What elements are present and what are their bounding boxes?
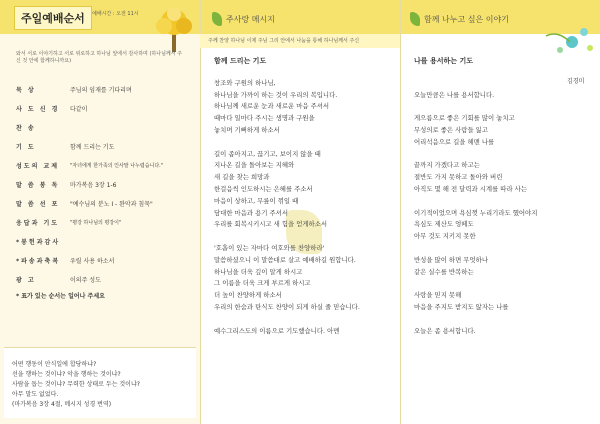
section-heading: 함께 나누고 싶은 이야기 bbox=[424, 15, 509, 24]
order-key: 광 고 bbox=[16, 277, 36, 284]
text-line bbox=[414, 149, 537, 161]
order-value: "자녀에게 한가족의 인사말 나누렵습니다." bbox=[70, 163, 164, 169]
prayer-title: 함께 드리는 기도 bbox=[214, 57, 267, 65]
section-heading: 주사랑 메시지 bbox=[226, 15, 275, 24]
text-line bbox=[414, 314, 537, 326]
text-line: 한걸음씩 인도하시는 은혜를 주소서 bbox=[214, 184, 313, 193]
order-value: 함께 드리는 기도 bbox=[70, 144, 115, 151]
quote-line: (마가복음 3장 4절, 메시지 성경 번역) bbox=[12, 401, 112, 408]
poem-title: 나를 용서하는 기도 bbox=[414, 57, 473, 65]
memo-text: 주께 찬양 하나님 이제 주님 그리 안에서 나눔을 통해 하나님께서 주신 bbox=[208, 38, 360, 44]
order-key: 말 씀 봉 독 bbox=[16, 182, 60, 189]
order-list bbox=[16, 80, 196, 300]
quote-line: 어떤 행동이 안식일에 합당하냐? bbox=[12, 361, 97, 368]
text-line: 욕심도 제산도 엉떼도 bbox=[414, 220, 474, 229]
text-line: 더 높이 찬양하게 하소서 bbox=[214, 291, 282, 300]
text-line: 무성의로 좋은 사람들 잃고 bbox=[414, 125, 489, 134]
text-line: 지나온 길을 돌아보는 지혜와 bbox=[214, 161, 295, 170]
text-line bbox=[414, 196, 537, 208]
text-line: 길이 좁아지고, 끊기고, 보이지 않을 때 bbox=[214, 149, 321, 158]
text-line bbox=[214, 137, 360, 149]
text-line: 하나님께 새로운 눈과 새로운 마음 주셔서 bbox=[214, 102, 330, 111]
order-value: 다같이 bbox=[70, 106, 88, 113]
text-line: 말씀하셨으니 이 말씀대로 살고 예배하길 원합니다. bbox=[214, 255, 356, 264]
text-line bbox=[414, 78, 537, 90]
text-line: 예수그리스도의 이름으로 기도했습니다. 아멘 bbox=[214, 326, 340, 335]
order-value: 우릴 사용 하소서 bbox=[70, 258, 115, 265]
text-line: 반성을 많이 하면 무엇하나 bbox=[414, 255, 489, 264]
order-key: 응답과 기도 bbox=[16, 220, 60, 227]
order-note: * 표가 있는 순서는 일어나 주세요 bbox=[16, 293, 105, 300]
text-line bbox=[214, 231, 360, 243]
order-key: *봉헌과감사 bbox=[16, 239, 61, 246]
scripture-quote bbox=[4, 347, 196, 418]
text-line: 놓치며 기뻐하게 하소서 bbox=[214, 125, 280, 134]
text-line bbox=[214, 314, 360, 326]
service-time: 예배시간 : 오전 11시 bbox=[92, 11, 139, 17]
order-key: *파송과축복 bbox=[16, 258, 61, 265]
order-key: 말 씀 선 포 bbox=[16, 201, 60, 208]
text-line: 하나님을 더욱 깊이 알게 하시고 bbox=[214, 267, 303, 276]
order-row bbox=[16, 99, 196, 118]
poem-author: 김경미 bbox=[567, 78, 585, 85]
text-line: 우리의 한숨과 탄식도 찬양이 되게 하실 줄 믿습니다. bbox=[214, 302, 360, 311]
text-line bbox=[414, 101, 537, 113]
text-line: 같은 실수를 반복하는 bbox=[414, 267, 474, 276]
order-value: 마가복음 3장 1-6 bbox=[70, 182, 117, 189]
text-line: 게으름으로 좋은 기회를 많이 놓치고 bbox=[414, 114, 515, 123]
text-line: 하나님을 가까이 하는 것이 우리의 복입니다. bbox=[214, 90, 338, 99]
text-line: 마음을 주지도 받지도 않자는 나를 bbox=[414, 302, 509, 311]
order-row bbox=[16, 156, 196, 175]
quote-line: 아무 말도 없었다. bbox=[12, 391, 59, 398]
order-row bbox=[16, 137, 196, 156]
text-line: 끝까지 가겠다고 하고는 bbox=[414, 161, 480, 170]
text-line: 절반도 가지 못하고 돌아와 버린 bbox=[414, 173, 503, 182]
worship-order-panel bbox=[0, 0, 200, 424]
poem-text bbox=[414, 56, 537, 337]
order-row bbox=[16, 80, 196, 99]
text-line: 오늘만큼은 나를 용서합니다. bbox=[414, 90, 495, 99]
order-key: 묵 상 bbox=[16, 87, 36, 94]
text-line: 때마다 일마다 주시는 생명과 구원을 bbox=[214, 114, 315, 123]
order-key: 사 도 신 경 bbox=[16, 106, 60, 113]
order-value: "평강 하나님의 평강이" bbox=[70, 220, 122, 226]
order-key: 성도의 교제 bbox=[16, 163, 60, 170]
tree-icon bbox=[150, 4, 198, 54]
order-row bbox=[16, 194, 196, 213]
order-row bbox=[16, 118, 196, 137]
text-line bbox=[414, 278, 537, 290]
text-line: 아무 것도 지키지 못한 bbox=[414, 232, 476, 241]
text-line: 그 이름을 더욱 크게 부르게 하시고 bbox=[214, 279, 311, 288]
order-row bbox=[16, 213, 196, 232]
page-title: 주일예배순서 bbox=[14, 6, 92, 30]
text-line: 아직도 몇 해 전 달력과 시계를 따라 사는 bbox=[414, 184, 527, 193]
text-line: 우리를 회복시키시고 새 힘을 얻게하소서 bbox=[214, 220, 328, 229]
prayer-text bbox=[214, 56, 360, 337]
text-line: 마음이 상하고, 무릎이 꺾일 때 bbox=[214, 196, 299, 205]
text-line bbox=[414, 243, 537, 255]
order-row bbox=[16, 270, 196, 289]
order-row bbox=[16, 175, 196, 194]
order-value: 주님의 임재를 기다리며 bbox=[70, 87, 132, 94]
text-line: 이기적이었으며 욕심껏 누리기라도 헸어야지 bbox=[414, 208, 538, 217]
order-row bbox=[16, 232, 196, 251]
quote-line: 사람을 돕는 것이냐? 무력한 상태로 두는 것이냐? bbox=[12, 381, 140, 388]
text-line: 어리석음으로 길을 헤맨 나를 bbox=[414, 137, 495, 146]
text-line: 오늘은 좀 용서합니다. bbox=[414, 326, 476, 335]
text-line: 창조와 구원의 하나님, bbox=[214, 78, 276, 87]
text-line: '호흡이 있는 자마다 여호와를 찬양하라' bbox=[214, 243, 325, 252]
order-row bbox=[16, 251, 196, 270]
opening-verse: 와서 서로 이야기하고 서로 위로하고 하나님 앞에서 감사하며 (하나님께서 주신 것 안에 함께하니까요) bbox=[16, 51, 182, 64]
flower-icon bbox=[540, 20, 598, 60]
text-line: 담대한 마음과 용기 주셔서 bbox=[214, 208, 289, 217]
order-key: 찬 송 bbox=[16, 125, 36, 132]
order-value: "예수님의 분노 I - 완악과 침묵" bbox=[70, 201, 153, 208]
text-line: 새 길을 찾는 희망과 bbox=[214, 173, 270, 182]
order-key: 기 도 bbox=[16, 144, 36, 151]
text-line: 사랑을 믿지 못해 bbox=[414, 291, 462, 300]
order-value: 이의주 성도 bbox=[70, 277, 101, 284]
quote-line: 선을 행하는 것이냐? 악을 행하는 것이냐? bbox=[12, 371, 121, 378]
